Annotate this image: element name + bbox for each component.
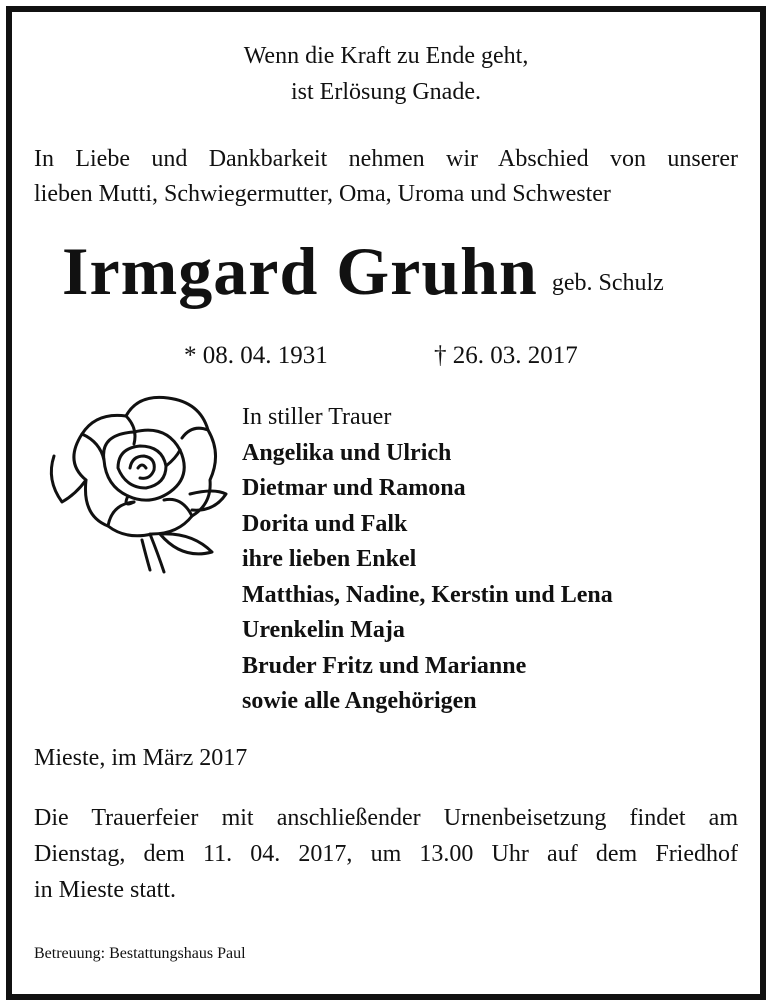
intro-line-2: lieben Mutti, Schwiegermutter, Oma, Uroma und Schwester <box>34 181 611 207</box>
funeral-line-2: Dienstag, dem 11. 04. 2017, um 13.00 Uhr auf dem Friedhof <box>34 841 738 867</box>
motto-line-2: ist Erlösung Gnade. <box>291 79 481 105</box>
mourner-line: ihre lieben Enkel <box>242 546 417 572</box>
mourner-line: Angelika und Ulrich <box>242 439 452 466</box>
rose-icon <box>42 384 232 574</box>
birth-date: * 08. 04. 1931 <box>184 342 328 369</box>
motto-line-1: Wenn die Kraft zu Ende geht, <box>243 43 529 69</box>
mourner-line: Urenkelin Maja <box>242 617 405 643</box>
maiden-name: geb. Schulz <box>551 270 664 296</box>
deceased-name: Irmgard Gruhn <box>62 233 538 309</box>
intro-line-1: In Liebe und Dankbarkeit nehmen wir Abschied von unserer <box>34 146 738 172</box>
funeral-line-3: in Mieste statt. <box>34 877 176 903</box>
deceased-name-row <box>62 232 664 311</box>
mourner-line: Dietmar und Ramona <box>242 475 466 501</box>
intro-text <box>34 142 738 212</box>
motto <box>12 38 760 110</box>
notice-frame <box>6 6 766 1000</box>
death-date: † 26. 03. 2017 <box>434 342 578 369</box>
funeral-line-1: Die Trauerfeier mit anschließender Urnenbeisetzung findet am <box>34 805 738 831</box>
mourner-line: Bruder Fritz und Marianne <box>242 652 527 679</box>
mourners-lead: In stiller Trauer <box>242 404 392 430</box>
funeral-info <box>34 800 738 908</box>
mourner-line: Matthias, Nadine, Kerstin und Lena <box>242 581 613 608</box>
place-date: Mieste, im März 2017 <box>34 745 248 771</box>
funeral-home-credit: Betreuung: Bestattungshaus Paul <box>34 945 246 962</box>
mourner-line: sowie alle Angehörigen <box>242 688 477 714</box>
mourner-line: Dorita und Falk <box>242 510 408 537</box>
mourners-list <box>242 400 613 720</box>
